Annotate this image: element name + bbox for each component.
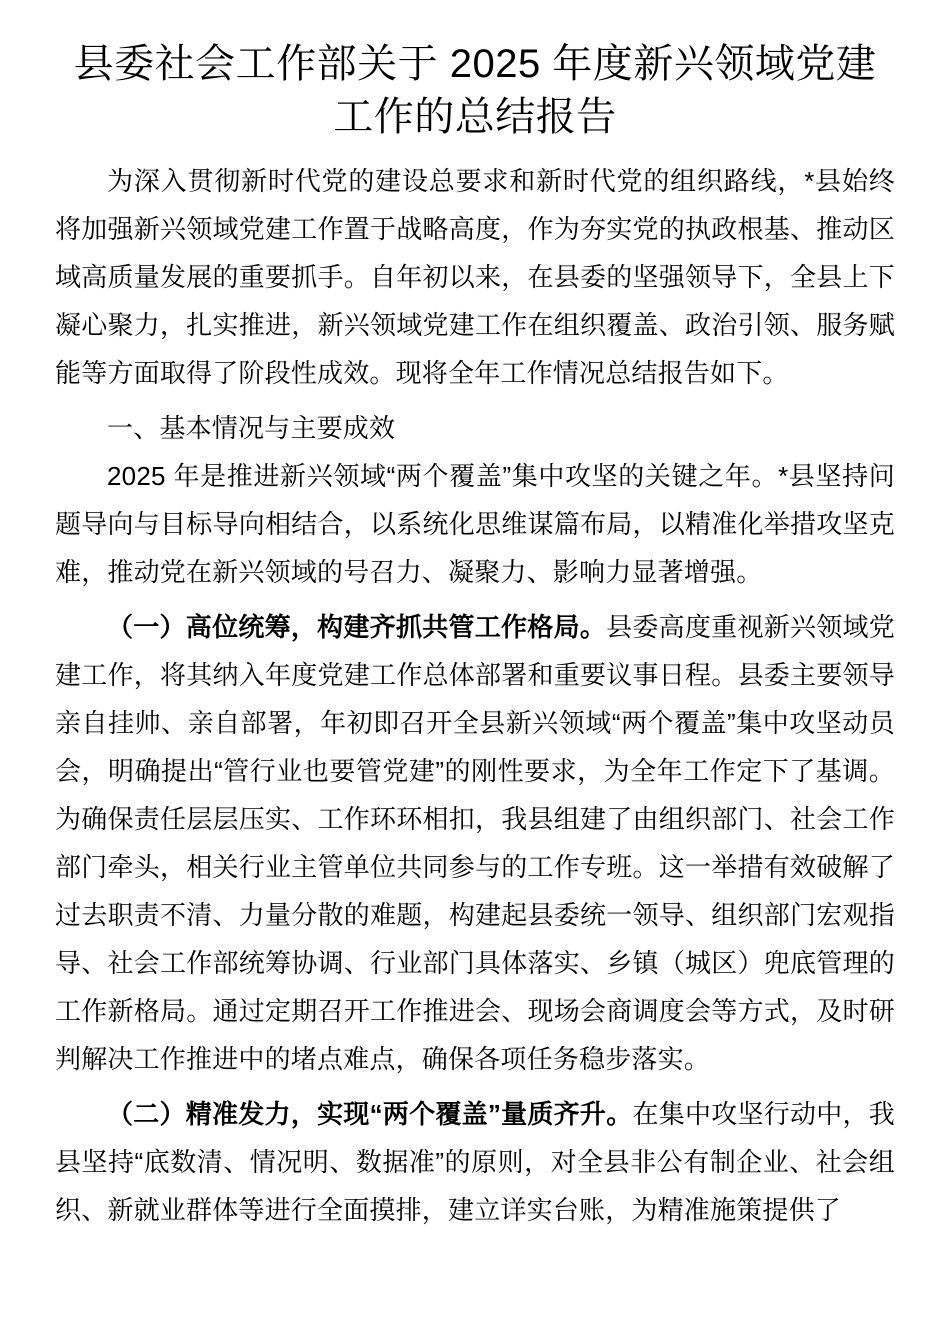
document-title: 县委社会工作部关于 2025 年度新兴领域党建工作的总结报告 [73,42,877,139]
subsection-2-lead: （二）精准发力，实现“两个覆盖”量质齐升。 [107,1099,633,1129]
paragraph-section-overview: 2025 年是推进新兴领域“两个覆盖”集中攻坚的关键之年。*县坚持问题导向与目标导向相结合，以系统化思维谋篇布局，以精准化举措攻坚克难，推动党在新兴领域的号召力、凝聚力、影响力显著增强。 [55,461,895,587]
section-heading-basic-situation: 一、基本情况与主要成效 [107,413,396,443]
paragraph-subsection-1 [55,603,895,1083]
paragraph-introduction: 为深入贯彻新时代党的建设总要求和新时代党的组织路线，*县始终将加强新兴领域党建工作置于战略高度，作为夯实党的执政根基、推动区域高质量发展的重要抓手。自年初以来，在县委的坚强领导下，全县上下凝心聚力，扎实推进，新兴领域党建工作在组织覆盖、政治引领、服务赋能等方面取得了阶段性成效。现将全年工作情况总结报告如下。 [55,166,895,388]
subsection-2-text: 在集中攻坚行动中，我县坚持“底数清、情况明、数据准”的原则，对全县非公有制企业、社会组织、新就业群体等进行全面摸排，建立详实台账，为精准施策提供了 [55,1099,895,1225]
subsection-1-lead: （一）高位统筹，构建齐抓共管工作格局。 [107,612,607,642]
subsection-1-text: 县委高度重视新兴领域党建工作，将其纳入年度党建工作总体部署和重要议事日程。县委主要领导亲自挂帅、亲自部署，年初即召开全县新兴领域“两个覆盖”集中攻坚动员会，明确提出“管行业也要管党建”的刚性要求，为全年工作定下了基调。为确保责任层层压实、工作环环相扣，我县组建了由组织部门、社会工作部门牵头，相关行业主管单位共同参与的工作专班。这一举措有效破解了过去职责不清、力量分散的难题，构建起县委统一领导、组织部门宏观指导、社会工作部统筹协调、行业部门具体落实、乡镇（城区）兜底管理的工作新格局。通过定期召开工作推进会、现场会商调度会等方式，及时研判解决工作推进中的堵点难点，确保各项任务稳步落实。 [55,612,895,1074]
paragraph-subsection-2 [55,1090,895,1234]
